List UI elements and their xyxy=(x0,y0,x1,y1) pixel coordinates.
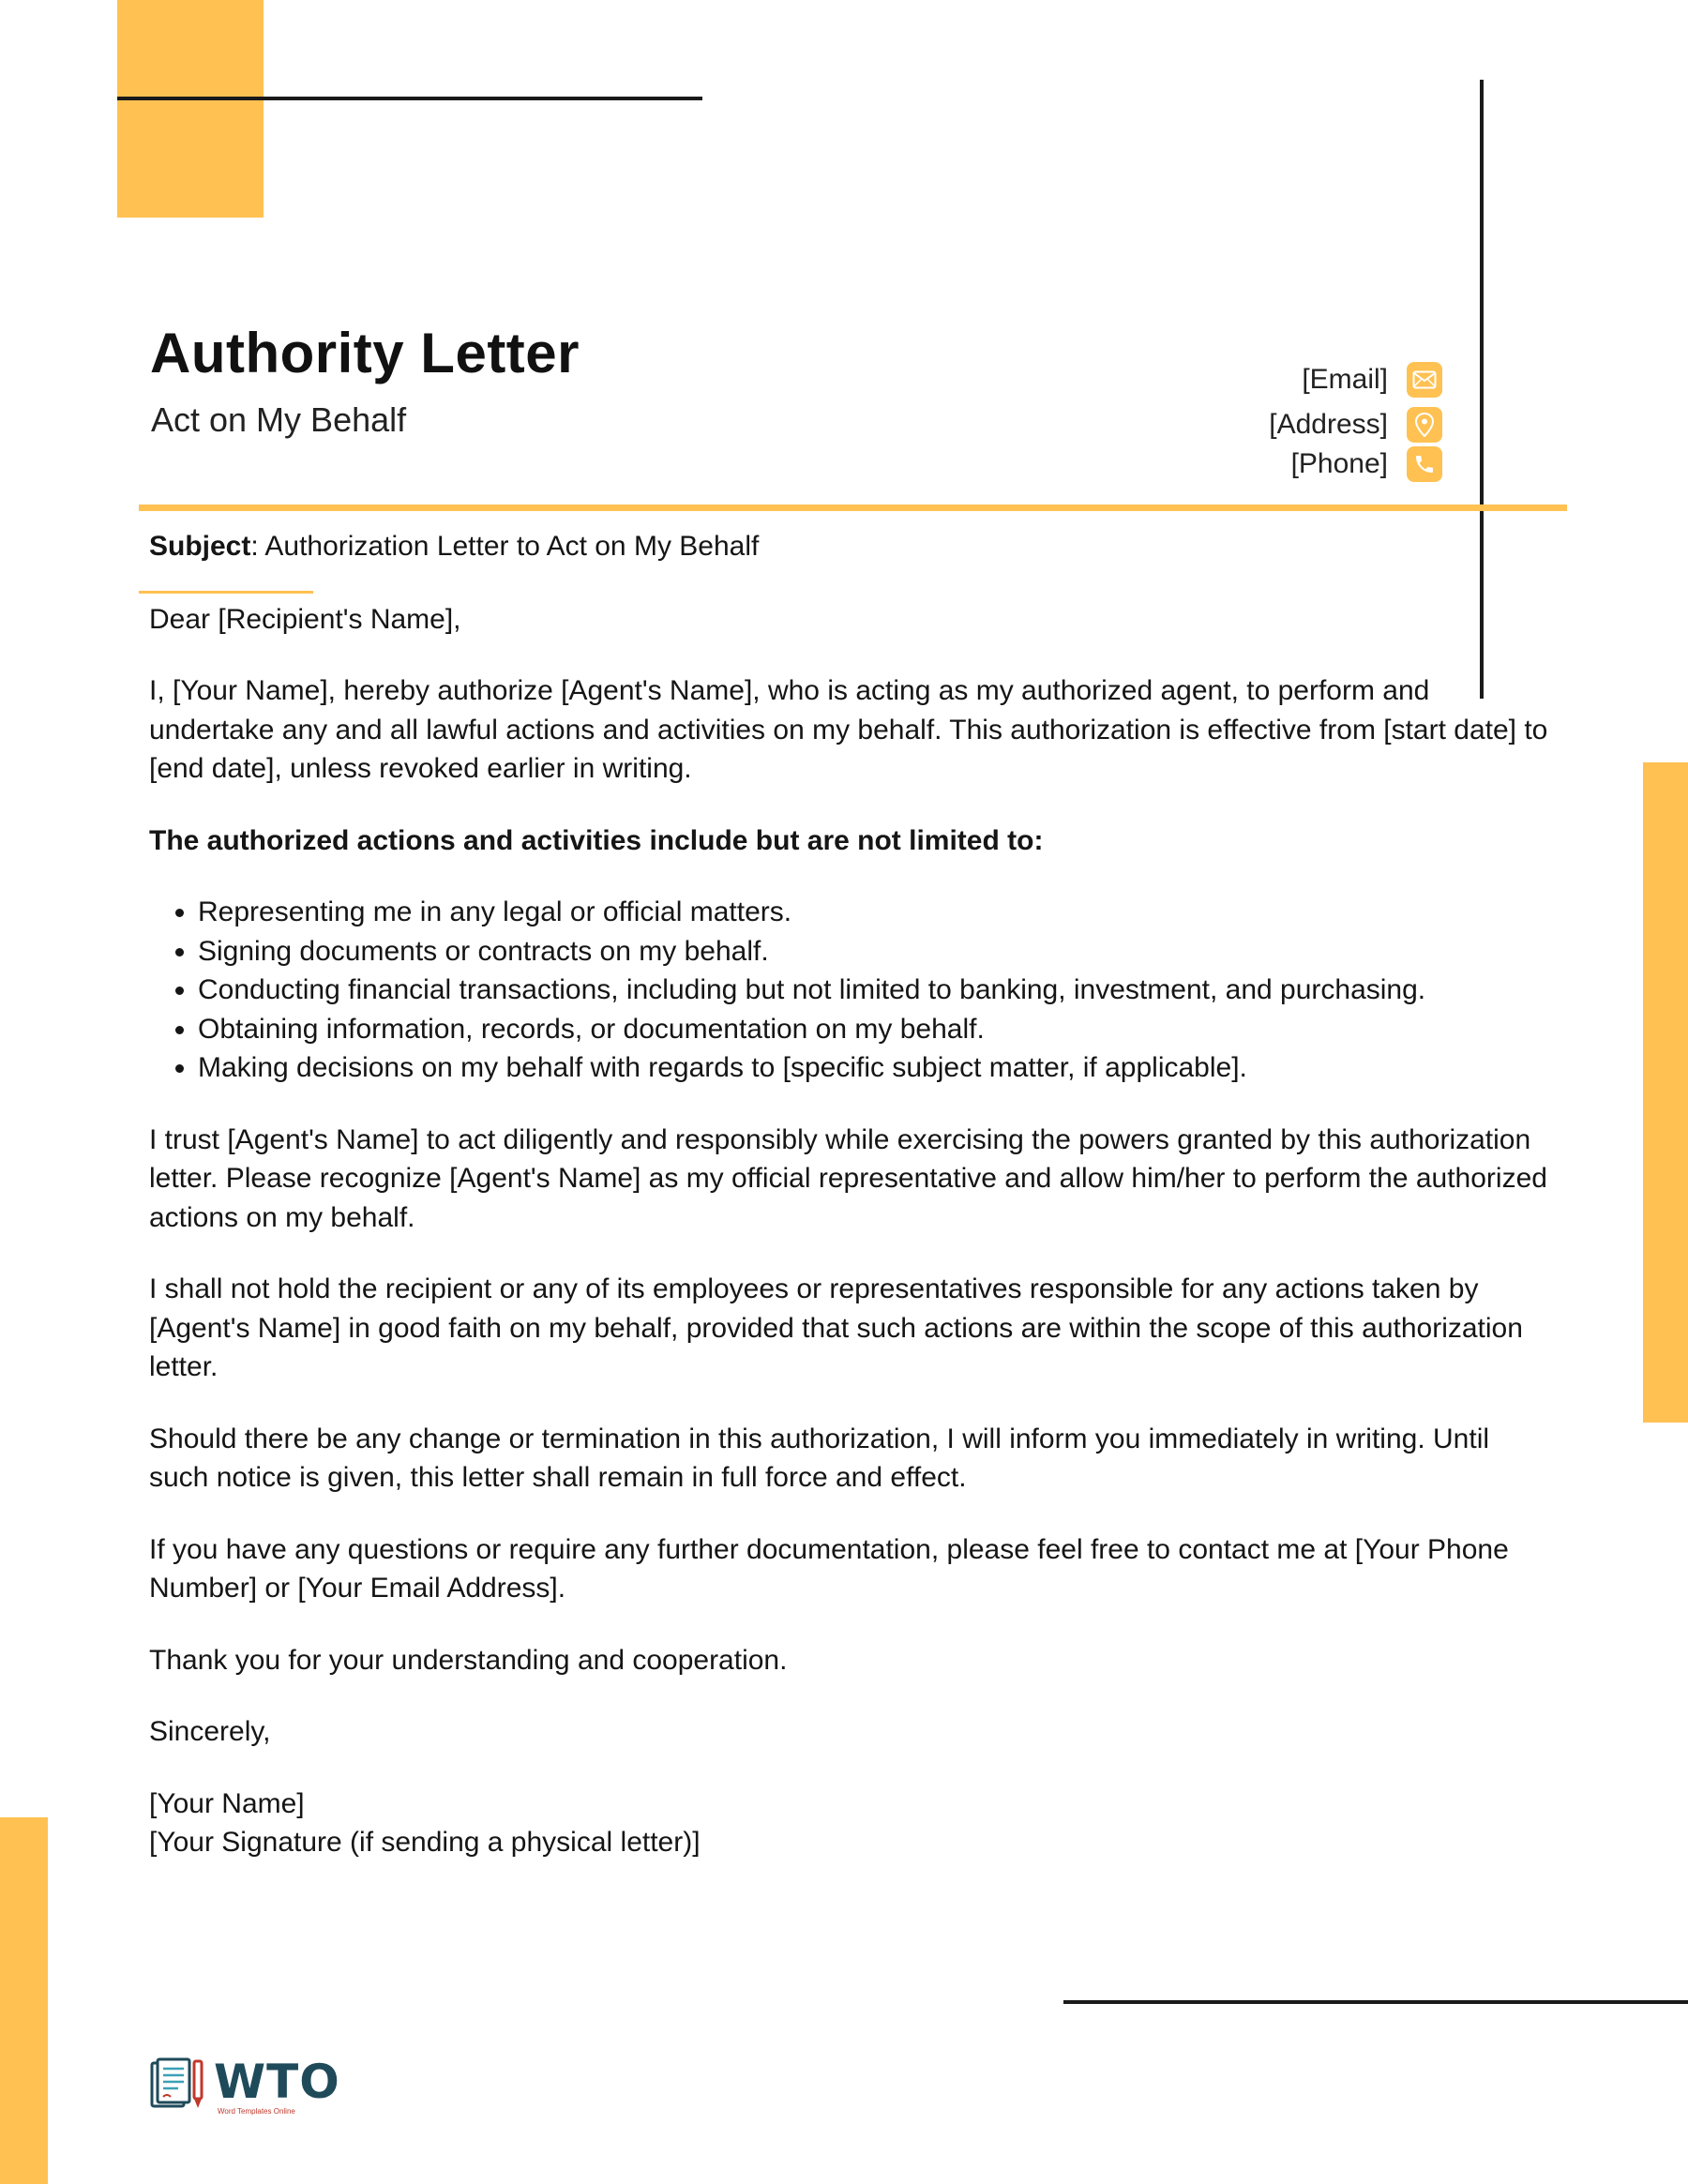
contact-email-text: [Email] xyxy=(1302,364,1388,395)
paragraph-contact: If you have any questions or require any further documentation, please feel free to contact me at [Your Phone Number] or [Your Email Address]. xyxy=(149,1533,1509,1604)
contact-phone-text: [Phone] xyxy=(1290,448,1388,479)
paragraph-trust: I trust [Agent's Name] to act diligently and responsibly while exercising the powers granted by this authorization letter. Please recognize [Agent's Name] as my official representative and allow him/her to perform the authorized actions on my behalf. xyxy=(149,1123,1547,1233)
decorative-left-bar xyxy=(0,1817,48,2184)
decorative-bottom-line xyxy=(1063,2000,1688,2004)
paragraph-liability: I shall not hold the recipient or any of its employees or representatives responsible for any actions taken by [Agent's Name] in good faith on my behalf, provided that such actions are within the scope of this authorization letter. xyxy=(149,1273,1523,1382)
header-divider xyxy=(139,505,1567,511)
list-item: • Representing me in any legal or official matters. xyxy=(198,893,1556,932)
contact-phone xyxy=(1291,446,1442,482)
phone-icon xyxy=(1407,446,1442,482)
actions-list xyxy=(149,893,1556,1088)
logo-wordmark: WTO xyxy=(214,2054,340,2109)
subject-text: : Authorization Letter to Act on My Behalf xyxy=(250,531,760,562)
list-item: • Obtaining information, records, or documentation on my behalf. xyxy=(198,1010,1556,1049)
document-title: Authority Letter xyxy=(150,322,580,384)
subject-line xyxy=(149,527,1556,566)
greeting: Dear [Recipient's Name], xyxy=(149,603,461,635)
list-item: • Signing documents or contracts on my behalf. xyxy=(198,932,1556,972)
paragraph-termination: Should there be any change or termination in this authorization, I will inform you immediately in writing. Until such notice is given, this letter shall remain in full force and effect. xyxy=(149,1423,1490,1493)
contact-email xyxy=(1302,362,1442,398)
list-item: • Making decisions on my behalf with regards to [specific subject matter, if applicable]. xyxy=(198,1048,1556,1088)
list-item: • Conducting financial transactions, including but not limited to banking, investment, and purchasing. xyxy=(198,971,1556,1010)
logo-tagline: Word Templates Online xyxy=(218,2106,295,2116)
email-icon xyxy=(1407,362,1442,398)
contact-address xyxy=(1269,407,1442,443)
decorative-top-line xyxy=(117,97,702,100)
document-pen-icon xyxy=(148,2054,214,2119)
thanks-line: Thank you for your understanding and cooperation. xyxy=(149,1644,788,1676)
document-subtitle: Act on My Behalf xyxy=(151,400,407,439)
wto-logo xyxy=(148,2054,340,2119)
paragraph-authorization: I, [Your Name], hereby authorize [Agent's Name], who is acting as my authorized agent, to perform and undertake any and all lawful actions and activities on my behalf. This authorization is effective from [start date] to [end date], unless revoked earlier in writing. xyxy=(149,675,1548,784)
name-placeholder: [Your Name] xyxy=(149,1787,305,1819)
signature-block xyxy=(149,1785,1556,1862)
decorative-top-square xyxy=(117,0,264,218)
contact-address-text: [Address] xyxy=(1269,409,1388,440)
letter-body xyxy=(149,527,1556,1862)
subject-label: Subject xyxy=(149,531,251,562)
actions-list-heading: The authorized actions and activities include but are not limited to: xyxy=(149,824,1044,856)
signature-placeholder: [Your Signature (if sending a physical letter)] xyxy=(149,1827,701,1858)
decorative-right-bar xyxy=(1643,762,1688,1423)
closing-line: Sincerely, xyxy=(149,1716,271,1747)
location-pin-icon xyxy=(1407,407,1442,443)
